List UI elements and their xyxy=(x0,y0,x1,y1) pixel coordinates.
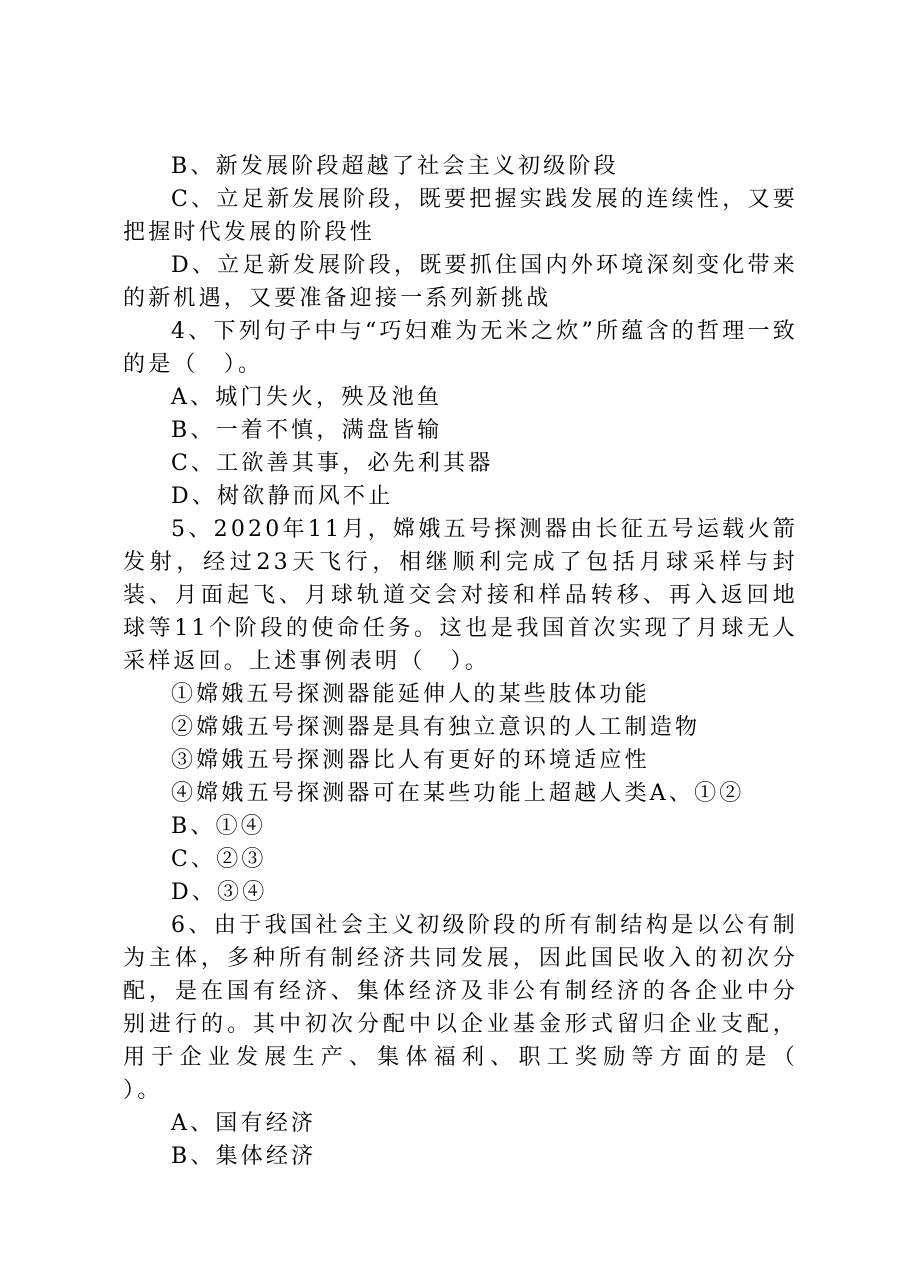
statement-paragraph: ④嫦娥五号探测器可在某些功能上超越人类A、①② xyxy=(171,781,745,806)
option-paragraph: B、新发展阶段超越了社会主义初级阶段 xyxy=(171,154,619,179)
question-paragraph: 4、下列句子中与“巧妇难为无米之炊”所蕴含的哲理一致的是（ ）。 xyxy=(123,319,798,377)
option-paragraph: B、一着不慎，满盘皆输 xyxy=(171,418,443,443)
option-paragraph: C、工欲善其事，必先利其器 xyxy=(171,451,494,476)
statement-paragraph: ③嫦娥五号探测器比人有更好的环境适应性 xyxy=(171,748,650,773)
document-body xyxy=(123,150,849,1173)
option-paragraph: D、立足新发展阶段，既要抓住国内外环境深刻变化带来的新机遇，又要准备迎接一系列新挑战 xyxy=(123,253,798,311)
option-paragraph: A、城门失火，殃及池鱼 xyxy=(171,385,443,410)
statement-paragraph: ②嫦娥五号探测器是具有独立意识的人工制造物 xyxy=(171,715,701,740)
question-paragraph: 5、2020年11月，嫦娥五号探测器由长征五号运载火箭发射，经过23天飞行，相继顺利完成了包括月球采样与封装、月面起飞、月球轨道交会对接和样品转移、再入返回地球等11个阶段的使命任务。这也是我国首次实现了月球无人采样返回。上述事例表明（ ）。 xyxy=(123,517,798,674)
statement-paragraph: ①嫦娥五号探测器能延伸人的某些肢体功能 xyxy=(171,682,650,707)
option-paragraph: B、集体经济 xyxy=(171,1144,317,1169)
option-paragraph: D、③④ xyxy=(171,880,268,905)
option-paragraph: D、树欲静而风不止 xyxy=(171,484,394,509)
question-paragraph: 6、由于我国社会主义初级阶段的所有制结构是以公有制为主体，多种所有制经济共同发展，因此国民收入的初次分配，是在国有经济、集体经济及非公有制经济的各企业中分别进行的。其中初次分配中以企业基金形式留归企业支配，用于企业发展生产、集体福利、职工奖励等方面的是（ ）。 xyxy=(123,913,849,1103)
option-paragraph: A、国有经济 xyxy=(171,1111,317,1136)
option-paragraph: C、②③ xyxy=(171,847,267,872)
option-paragraph: B、①④ xyxy=(171,814,266,839)
option-paragraph: C、立足新发展阶段，既要把握实践发展的连续性，又要把握时代发展的阶段性 xyxy=(123,187,798,245)
